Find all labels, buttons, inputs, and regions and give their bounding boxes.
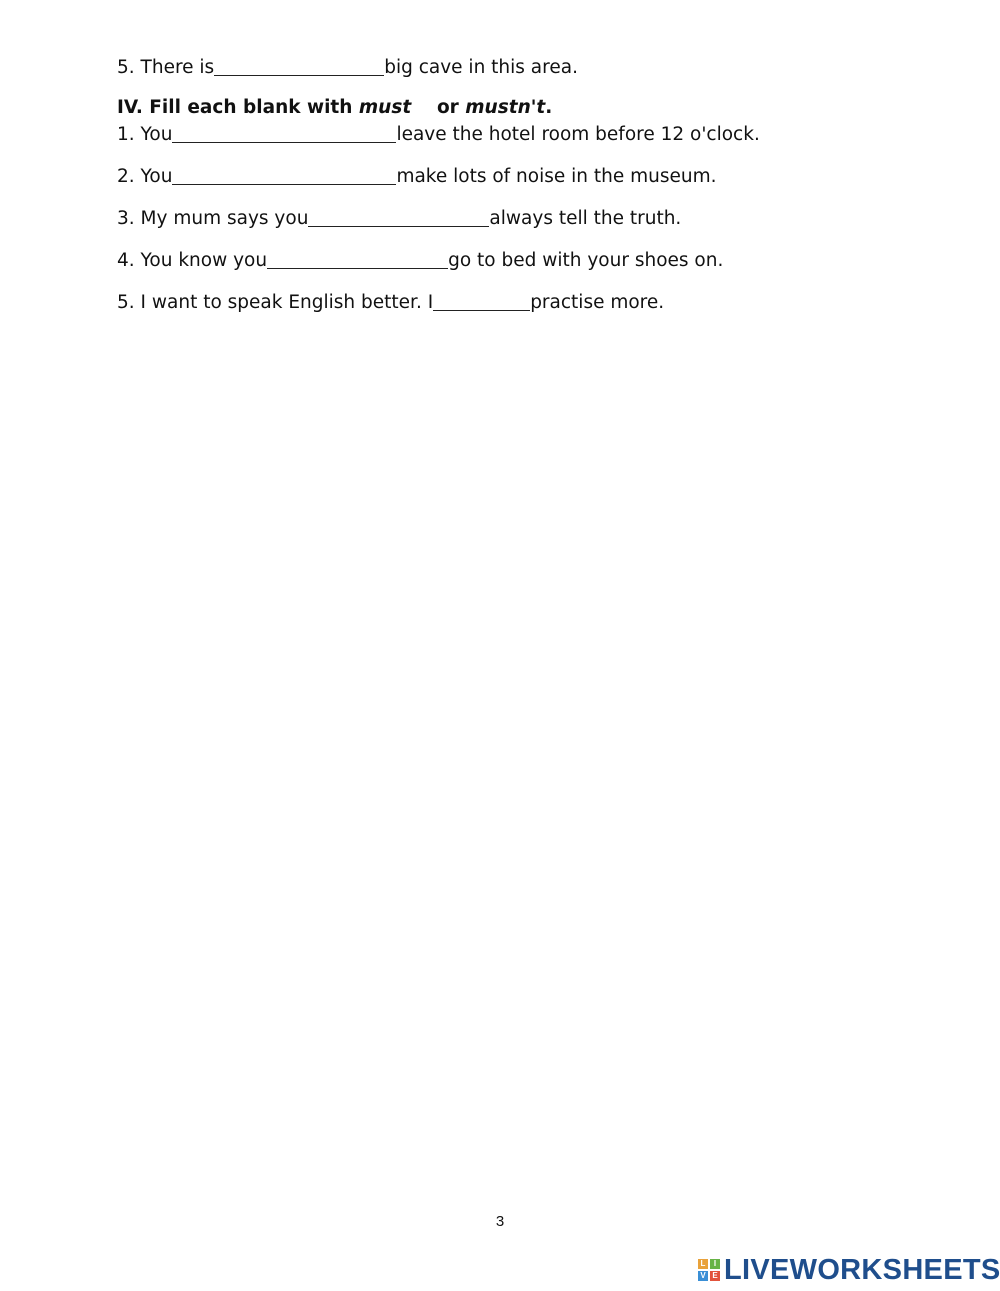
- item-text-after: big cave in this area.: [384, 57, 578, 78]
- exercise-item: [117, 165, 717, 189]
- item-text-after: always tell the truth.: [489, 208, 682, 229]
- answer-blank[interactable]: [172, 124, 396, 143]
- item-number: 5.: [117, 57, 135, 78]
- logo-letter: I: [710, 1259, 720, 1269]
- answer-blank[interactable]: [308, 208, 489, 227]
- logo-letter: E: [710, 1271, 720, 1281]
- item-number: 2.: [117, 166, 135, 187]
- heading-option-mustnt: mustn't: [465, 97, 546, 118]
- item-text-before: You: [140, 166, 173, 187]
- exercise-item: [117, 249, 723, 273]
- heading-option-must: must: [358, 97, 412, 118]
- heading-connector: or: [436, 97, 459, 118]
- item-text-before: You know you: [140, 250, 268, 271]
- logo-letter: L: [698, 1259, 708, 1269]
- item-number: 1.: [117, 124, 135, 145]
- answer-blank[interactable]: [433, 292, 530, 311]
- logo-text: LIVEWORKSHEETS: [724, 1253, 1000, 1286]
- answer-blank[interactable]: [214, 57, 384, 76]
- item-text-after: leave the hotel room before 12 o'clock.: [396, 124, 760, 145]
- logo-mark-icon: [698, 1259, 720, 1281]
- answer-blank[interactable]: [172, 166, 396, 185]
- item-text-before: You: [140, 124, 173, 145]
- logo-letter: V: [698, 1271, 708, 1281]
- heading-prefix: IV. Fill each blank with: [117, 97, 353, 118]
- item-number: 4.: [117, 250, 135, 271]
- exercise-item: [117, 291, 664, 315]
- item-text-after: practise more.: [530, 292, 665, 313]
- heading-end: .: [545, 97, 553, 118]
- item-number: 3.: [117, 208, 135, 229]
- item-text-before: There is: [140, 57, 215, 78]
- liveworksheets-logo[interactable]: [698, 1255, 1000, 1285]
- item-number: 5.: [117, 292, 135, 313]
- answer-blank[interactable]: [267, 250, 448, 269]
- section-heading: [117, 96, 552, 120]
- exercise-item: [117, 207, 681, 231]
- item-text-after: make lots of noise in the museum.: [396, 166, 717, 187]
- exercise-item: [117, 56, 578, 80]
- item-text-after: go to bed with your shoes on.: [448, 250, 724, 271]
- page-number: 3: [495, 1213, 505, 1230]
- item-text-before: I want to speak English better. I: [140, 292, 434, 313]
- item-text-before: My mum says you: [140, 208, 309, 229]
- exercise-item: [117, 123, 760, 147]
